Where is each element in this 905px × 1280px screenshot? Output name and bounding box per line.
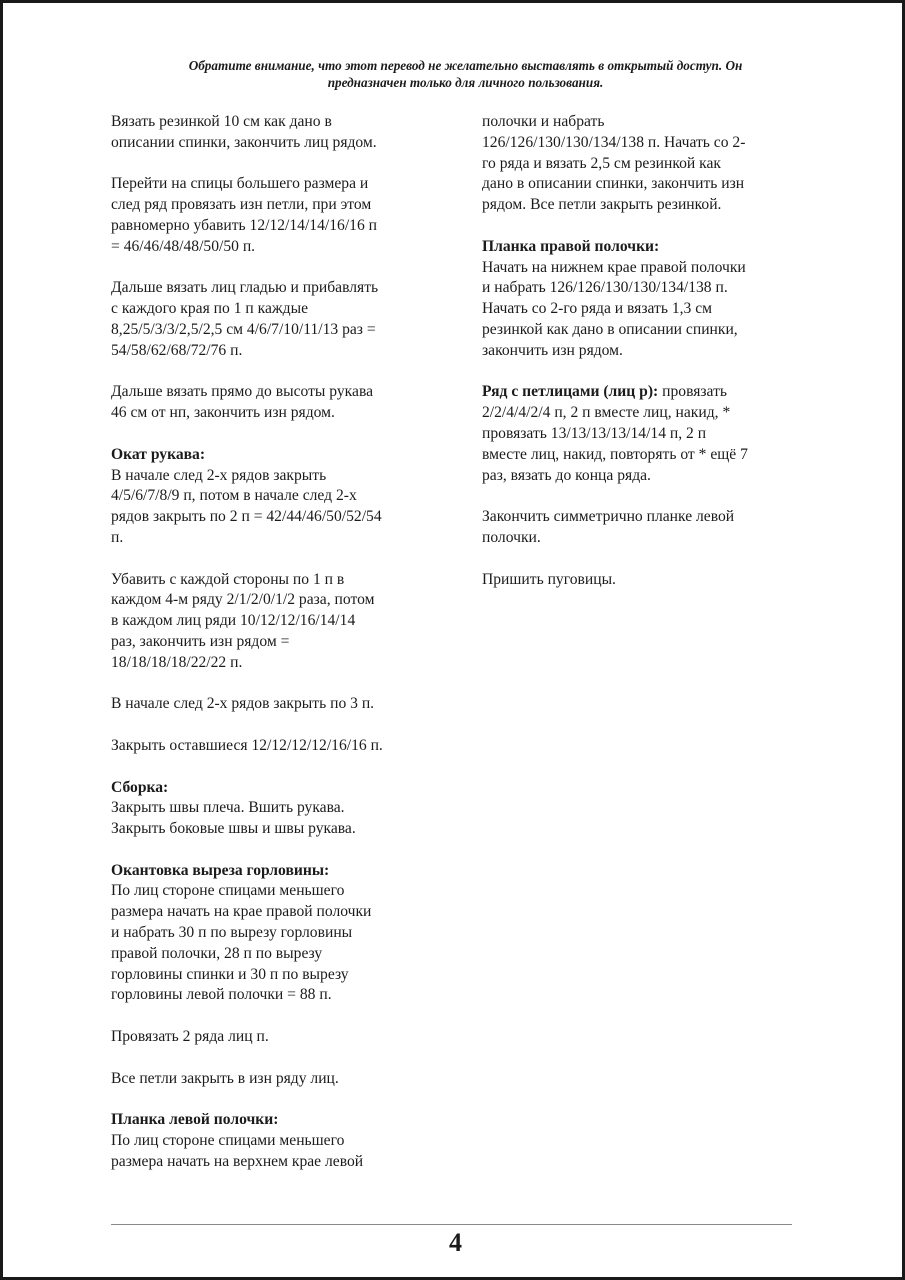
text-line: 8,25/5/3/3/2,5/2,5 см 4/6/7/10/11/13 раз = [111,320,376,338]
text-line: закончить изн рядом. [482,341,623,359]
text-line: Вязать резинкой 10 см как дано в [111,113,332,130]
right-column [482,112,802,611]
text-line: правой полочки, 28 п по вырезу [111,944,323,962]
paragraph [111,382,441,424]
text-line: Перейти на спицы большего размера и [111,175,369,193]
text-line: Закрыть боковые швы и швы рукава. [111,820,356,838]
text-line: дано в описании спинки, закончить изн [482,175,745,193]
text-line: раз, закончить изн рядом = [111,632,290,650]
paragraph [111,1027,441,1048]
text-line: 2/2/4/4/2/4 п, 2 п вместе лиц, накид, * [482,404,731,422]
text-line: 126/126/130/130/134/138 п. Начать со 2- [482,133,746,151]
paragraph [482,570,802,591]
text-line: 18/18/18/18/22/22 п. [111,653,243,671]
text-line: раз, вязать до конца ряда. [482,466,651,484]
section-heading: Окат рукава: [111,445,206,463]
left-column [111,112,441,1193]
neckband-section [111,861,441,1007]
text-line: провязать 13/13/13/13/14/14 п, 2 п [482,424,707,442]
text-line: По лиц стороне спицами меньшего [111,1132,345,1150]
text-line [482,382,802,403]
sleeve-cap-section [111,445,441,549]
paragraph [111,1069,441,1090]
section-heading: Ряд с петлицами (лиц р): [482,383,659,401]
text-line: Пришить пуговицы. [482,570,616,588]
text-line: в каждом лиц ряди 10/12/12/16/14/14 [111,612,356,630]
text-run: провязать [658,383,728,401]
text-line: Дальше вязать лиц гладью и прибавлять [111,279,379,297]
paragraph [111,694,441,715]
text-line: рядов закрыть по 2 п = 42/44/46/50/52/54 [111,508,382,526]
text-line: В начале след 2-х рядов закрыть по 3 п. [111,695,375,713]
text-line: = 46/46/48/48/50/50 п. [111,237,256,255]
text-line: каждом 4-м ряду 2/1/2/0/1/2 раза, потом [111,591,375,609]
text-line: Убавить с каждой стороны по 1 п в [111,570,345,588]
paragraph [111,570,441,674]
text-line: след ряд провязать изн петли, при этом [111,196,372,214]
text-line: го ряда и вязать 2,5 см резинкой как [482,154,721,172]
text-line: полочки и набрать [482,113,605,130]
text-line: вместе лиц, накид, повторять от * ещё 7 [482,445,748,463]
text-line: 46 см от нп, закончить изн рядом. [111,404,335,422]
paragraph [111,174,441,257]
text-line: По лиц стороне спицами меньшего [111,882,345,900]
text-line: п. [111,528,124,546]
text-line: Дальше вязать прямо до высоты рукава [111,383,374,401]
text-line: с каждого края по 1 п каждые [111,300,309,318]
assembly-section [111,778,441,840]
paragraph [111,736,441,757]
text-line: Закончить симметрично планке левой [482,508,735,526]
text-line: 54/58/62/68/72/76 п. [111,341,243,359]
text-line: Провязать 2 ряда лиц п. [111,1028,269,1046]
text-line: Закрыть швы плеча. Вшить рукава. [111,799,345,817]
right-band-section [482,237,802,362]
usage-notice-line: предназначен только для личного пользования. [327,75,604,90]
section-heading: Планка левой полочки: [111,1111,279,1129]
text-line: Все петли закрыть в изн ряду лиц. [111,1069,339,1087]
section-heading: Сборка: [111,778,169,796]
paragraph [482,507,802,549]
footer-divider [111,1224,792,1225]
text-line: размера начать на верхнем крае левой [111,1152,364,1170]
buttonhole-section [482,382,802,486]
text-line: горловины спинки и 30 п по вырезу [111,965,349,983]
text-line: размера начать на крае правой полочки [111,903,372,921]
section-heading: Планка правой полочки: [482,237,660,255]
usage-notice [113,57,818,91]
usage-notice-line: Обратите внимание, что этот перевод не желательно выставлять в открытый доступ. Он [188,58,743,73]
text-line: равномерно убавить 12/12/14/14/16/16 п [111,216,377,234]
text-line: Закрыть оставшиеся 12/12/12/12/16/16 п. [111,736,383,754]
left-band-section [111,1110,441,1172]
text-line: и набрать 126/126/130/130/134/138 п. [482,279,728,297]
text-line: описании спинки, закончить лиц рядом. [111,133,377,151]
text-line: 4/5/6/7/8/9 п, потом в начале след 2-х [111,487,357,505]
text-line: В начале след 2-х рядов закрыть [111,466,327,484]
paragraph [482,112,802,216]
text-line: резинкой как дано в описании спинки, [482,320,738,338]
section-heading: Окантовка выреза горловины: [111,861,330,879]
paragraph [111,112,441,154]
text-line: рядом. Все петли закрыть резинкой. [482,196,722,214]
text-line: горловины левой полочки = 88 п. [111,986,332,1004]
text-line: полочки. [482,528,541,546]
text-line: Начать со 2-го ряда и вязать 1,3 см [482,300,713,318]
paragraph [111,278,441,361]
text-line: Начать на нижнем крае правой полочки [482,258,746,276]
page-number: 4 [449,1228,462,1257]
text-line: и набрать 30 п по вырезу горловины [111,924,353,942]
